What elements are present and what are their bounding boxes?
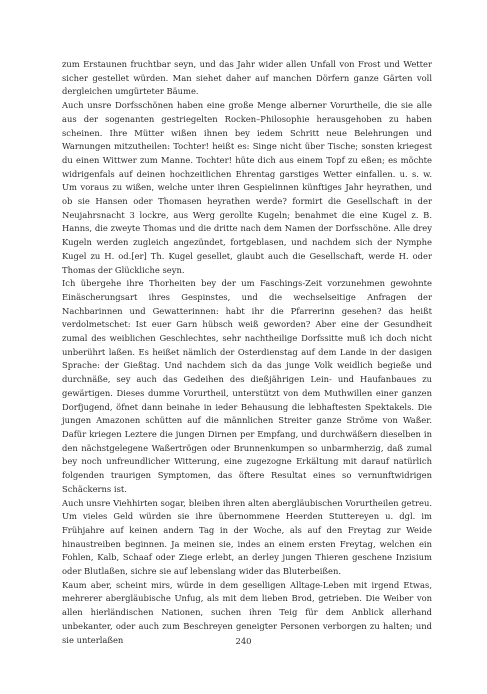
body-text [62, 58, 432, 647]
paragraph: zum Erstaunen fruchtbar seyn, und das Jahr wider allen Unfall von Frost und Wetter sicher gestellet würden. Man siehet daher auf manchen Dörfern ganze Gärten voll dergleichen umgürteter Bäume. [62, 59, 432, 97]
paragraph: Auch unsre Dorfsschönen haben eine große Menge alberner Vorurtheile, die sie alle aus der sogenanten gestriegelten Rocken–Philosophie herausgehoben zu haben scheinen. Ihre Mütter wißen ihnen bey iedem Schritt neue Belehrungen und Warnungen mitzutheilen: Tochter! heißt es: Singe nicht über Tische; sonsten kriegest du einen Wittwer zum Manne. Tochter! hüte dich aus einem Topf zu eßen; es möchte widrigenfals auf deinen hochzeitlichen Ehrentag garstiges Wetter einfallen. u. s. w. Um voraus zu wißen, welche unter ihren Gespielinnen künftiges Jahr heyrathen, und ob sie Hansen oder Thomasen heyrathen werde? formirt die Gesellschaft in der Neujahrsnacht 3 lockre, aus Werg gerollte Kugeln; benahmet die eine Kugel z. B. Hanns, die zweyte Thomas und die dritte nach dem Namen der Dorfsschöne. Alle drey Kugeln werden zugleich angezündet, fortgeblasen, und nachdem sich der Nymphe Kugel zu H. od.[er] Th. Kugel gesellet, glaubt auch die Gesellschaft, werde H. oder Thomas der Glückliche seyn. [62, 100, 432, 275]
paragraph: Auch unsre Viehhirten sogar, bleiben ihren alten abergläubischen Vorurtheilen getreu. Um vieles Geld würden sie ihre übernommene Heerden Stuttereyen u. dgl. im Frühjahre auf keinen andern Tag in der Woche, als auf den Freytag zur Weide hinaustreiben beginnen. Ja meinen sie, indes an einem ersten Freytag, welchen ein Fohlen, Kalb, Schaaf oder Ziege erlebt, an derley jungen Thieren geschene Inzisium oder Blutlaßen, sichre sie auf lebenslang wider das Bluterbeißen. [62, 497, 432, 577]
paragraph: Kaum aber, scheint mirs, würde in dem geselligen Alltage-Leben mit irgend Etwas, mehrerer abergläubische Unfug, als mit dem lieben Brod, getrieben. Die Weiber von allen hierländischen Nationen, suchen ihren Teig für dem Anblick allerhand unbekanter, oder auch zum Beschreyen geneigter Personen verborgen zu halten; und sie unterlaßen [62, 579, 432, 645]
page-number: 240 [235, 636, 252, 646]
paragraph: Ich übergehe ihre Thorheiten bey der um Faschings-Zeit vorzunehmen gewohnte Einäscherungsart ihres Gespinstes, und die wechselseitige Anfragen der Nachbarinnen und Gewatterinnen: habt ihr die Pfarrerinn gesehen? das heißt verdolmetschet: Ist euer Garn hübsch weiß geworden? Aber eine der Gesundheit zumal des weiblichen Geschlechtes, sehr nachtheilige Dorfssitte muß ich doch nicht unberührt laßen. Es heißet nämlich der Osterdienstag auf dem Lande in der dasigen Sprache: der Gießtag. Und nachdem sich da das junge Volk weidlich begieße und durchnäße, sey auch das Gedeihen des dießjährigen Lein- und Haufanbaues zu gewärtigen. Dieses dumme Vorurtheil, unterstützt von dem Muthwillen einer ganzen Dorfjugend, öfnet dann beinahe in ieder Behausung die lebhaftesten Spektakels. Die jungen Amazonen schütten auf die männlichen Streiter ganze Ströme von Waßer. Dafür kriegen Leztere die jungen Dirnen per Empfang, und durchwäßern dieselben in den nächstgelegene Waßertrögen oder Brunnenkumpen so unbarmherzig, daß zumal bey noch unfreundlicher Witterung, eine zugezogne Erkältung mit darauf natürlich folgenden traurigen Symptomen, das öftere Resultat eines so vernunftwidrigen Schäckerns ist. [62, 278, 432, 494]
